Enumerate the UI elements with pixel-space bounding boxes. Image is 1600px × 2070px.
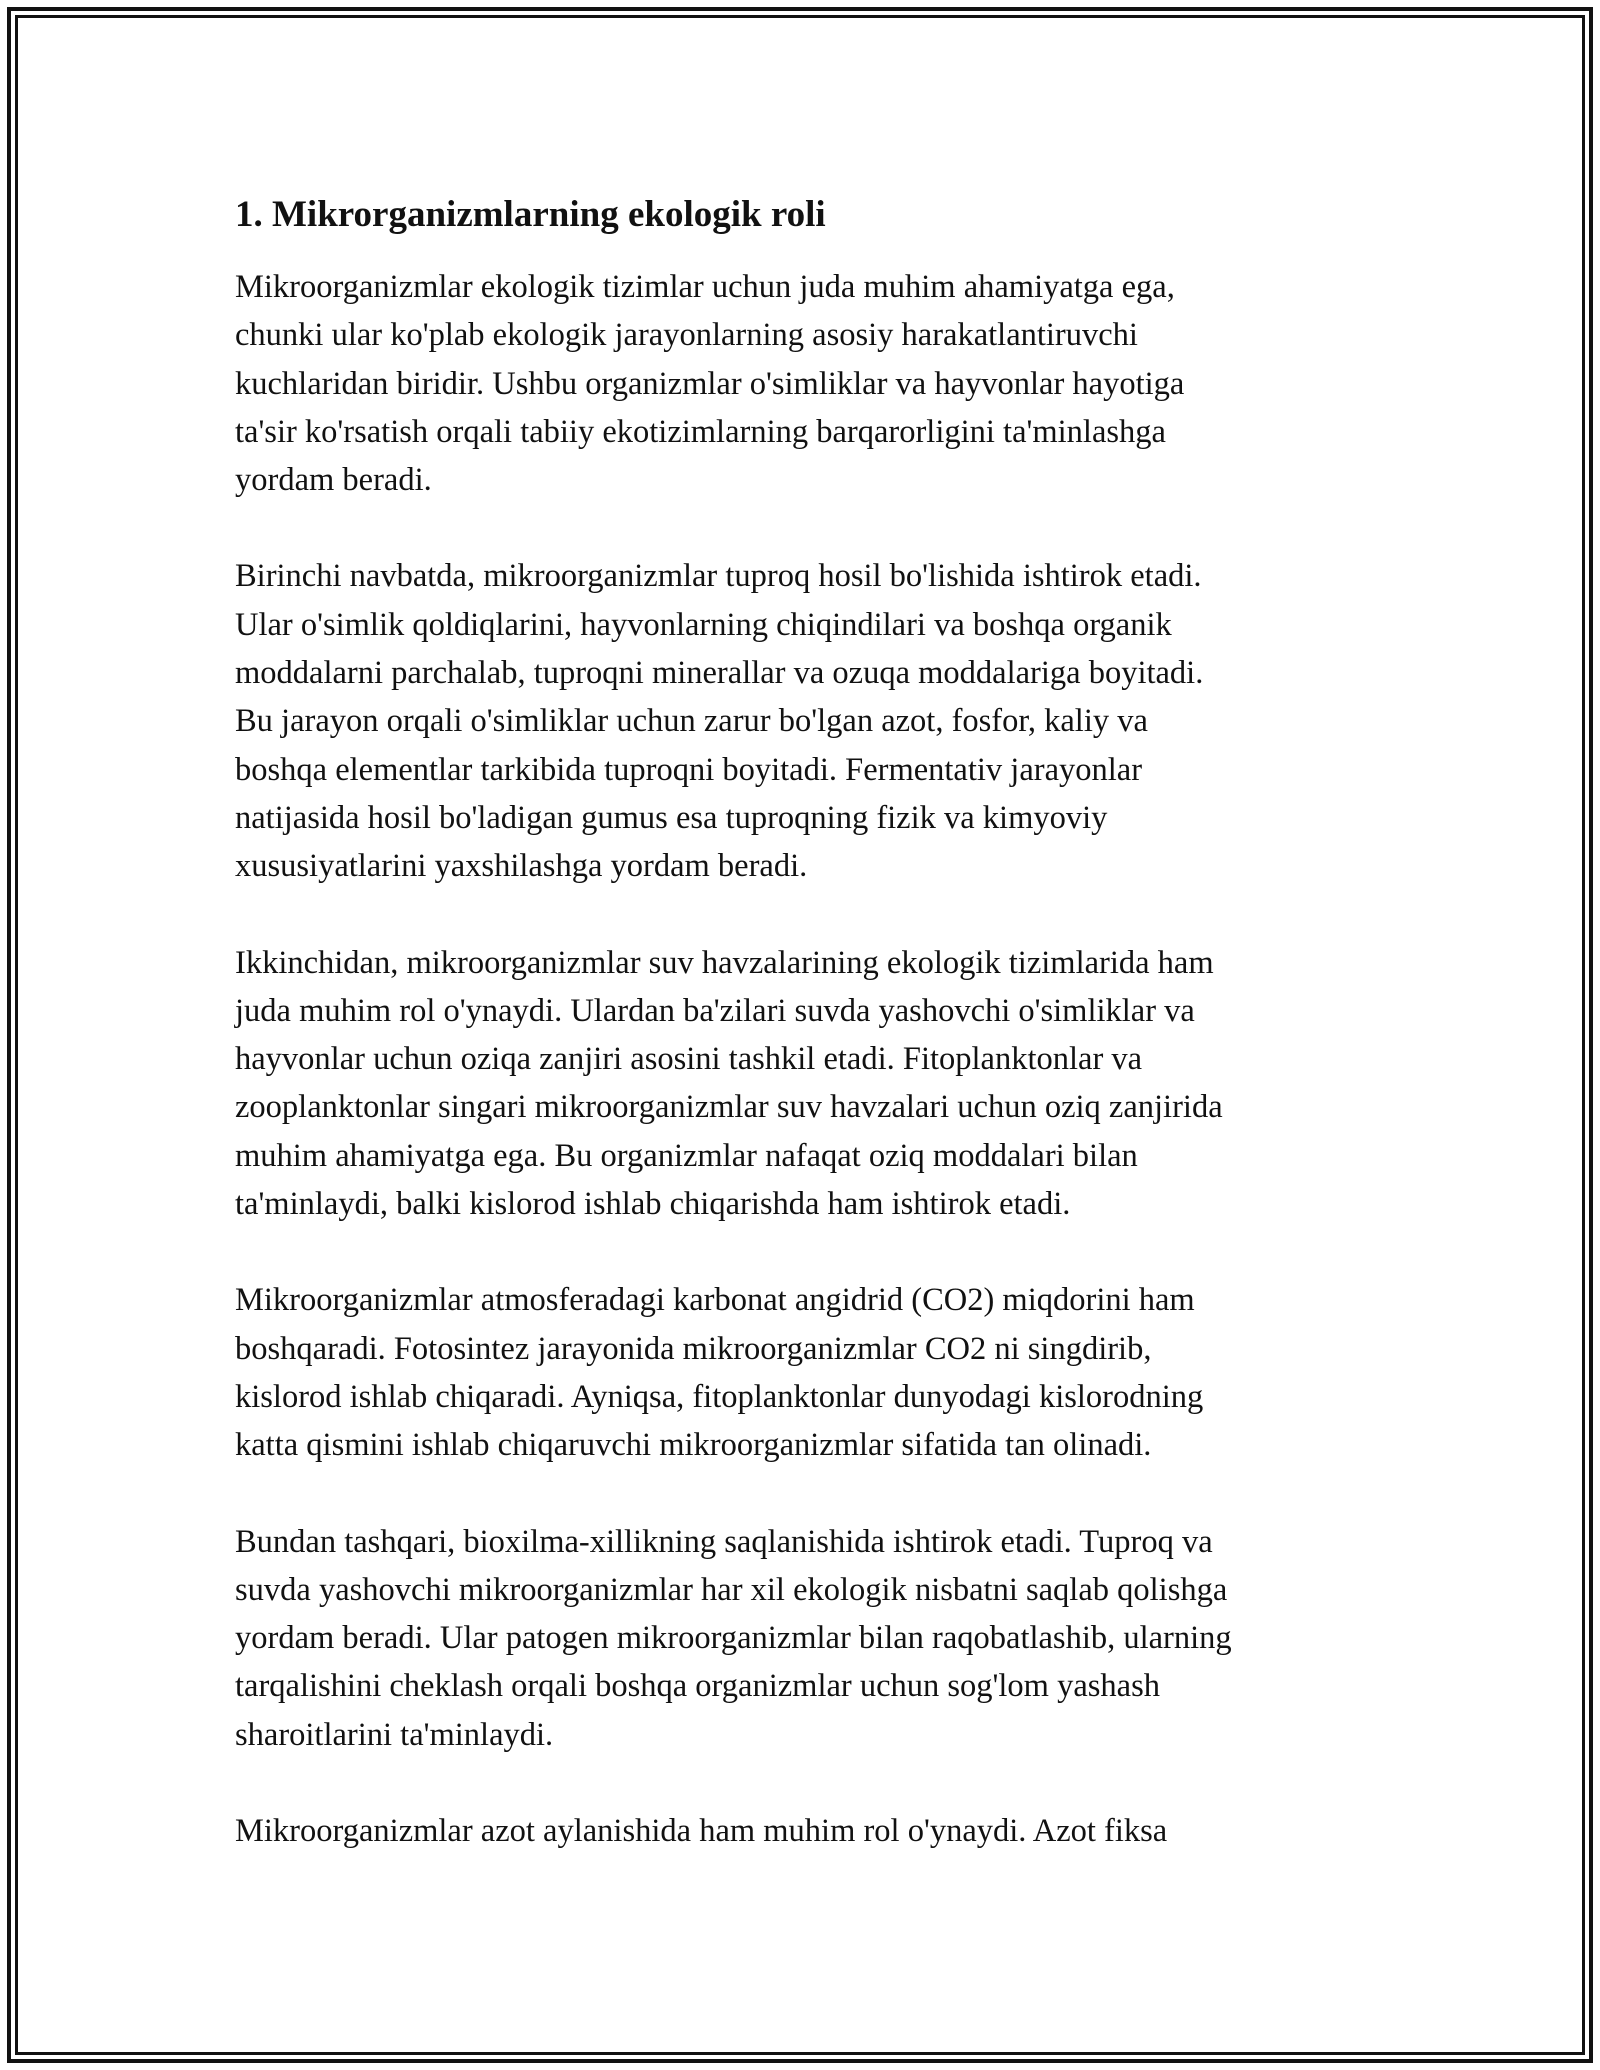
paragraph-co2: Mikroorganizmlar atmosferadagi karbonat angidrid (CO2) miqdorini ham boshqaradi. Fotosintez jarayonida mikroorganizmlar CO2 ni singdirib, kislorod ishlab chiqaradi. Ayniqsa, fitoplanktonlar dunyodagi kislorodning katta qismini ishlab chiqaruvchi mikroorganizmlar sifatida tan olinadi. bbox=[235, 1282, 1204, 1464]
document-body bbox=[235, 185, 1375, 1903]
section-title: 1. Mikrorganizmlarning ekologik roli bbox=[235, 194, 826, 235]
paragraph-soil: Birinchi navbatda, mikroorganizmlar tuproq hosil bo'lishida ishtirok etadi. Ular o'simlik qoldiqlarini, hayvonlarning chiqindilari va boshqa organik moddalarni parchalab, tuproqni minerallar va ozuqa moddalariga boyitadi. Bu jarayon orqali o'simliklar uchun zarur bo'lgan azot, fosfor, kaliy va boshqa elementlar tarkibida tuproqni boyitadi. Fermentativ jarayonlar natijasida hosil bo'ladigan gumus esa tuproqning fizik va kimyoviy xususiyatlarini yaxshilashga yordam beradi. bbox=[235, 558, 1204, 885]
paragraph-biodiversity: Bundan tashqari, bioxilma-xillikning saqlanishida ishtirok etadi. Tuproq va suvda yashovchi mikroorganizmlar har xil ekologik nisbatni saqlab qolishga yordam beradi. Ular patogen mikroorganizmlar bilan raqobatlashib, ularning tarqalishini cheklash orqali boshqa organizmlar uchun sog'lom yashash sharoitlarini ta'minlaydi. bbox=[235, 1523, 1232, 1753]
paragraph-water: Ikkinchidan, mikroorganizmlar suv havzalarining ekologik tizimlarida ham juda muhim rol o'ynaydi. Ulardan ba'zilari suvda yashovchi o'simliklar va hayvonlar uchun oziqa zanjiri asosini tashkil etadi. Fitoplanktonlar va zooplanktonlar singari mikroorganizmlar suv havzalari uchun oziq zanjirida muhim ahamiyatga ega. Bu organizmlar nafaqat oziq moddalari bilan ta'minlaydi, balki kislorod ishlab chiqarishda ham ishtirok etadi. bbox=[235, 944, 1223, 1223]
paragraph-nitrogen: Mikroorganizmlar azot aylanishida ham muhim rol o'ynaydi. Azot fiksa bbox=[235, 1813, 1168, 1850]
paragraph-intro: Mikroorganizmlar ekologik tizimlar uchun juda muhim ahamiyatga ega, chunki ular ko'plab ekologik jarayonlarning asosiy harakatlantiruvchi kuchlaridan biridir. Ushbu organizmlar o'simliklar va hayvonlar hayotiga ta'sir ko'rsatish orqali tabiiy ekotizimlarning barqarorligini ta'minlashga yordam beradi. bbox=[235, 269, 1185, 499]
